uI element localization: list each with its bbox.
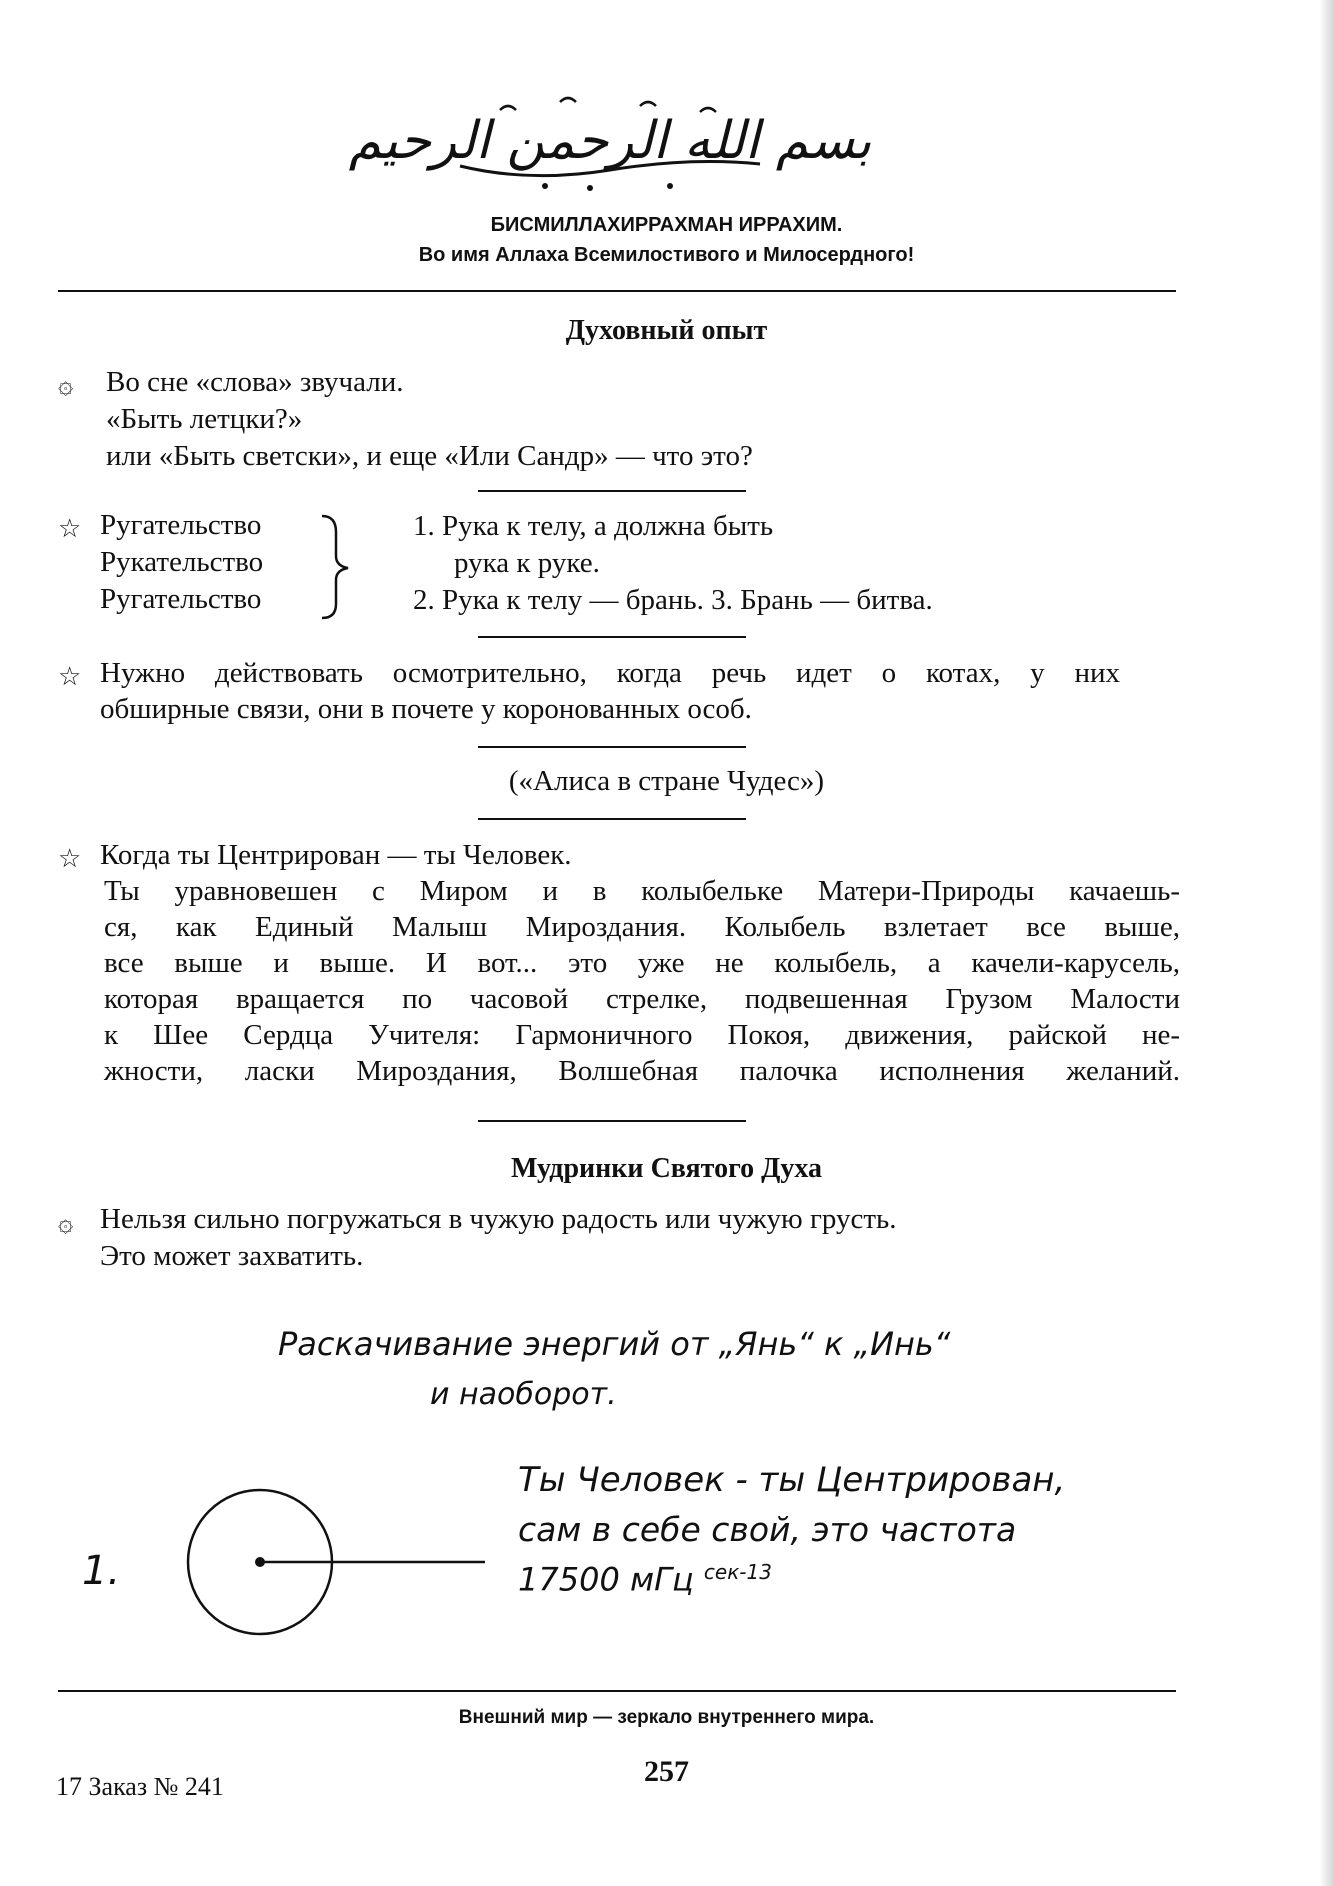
paragraph-line: Ты уравновешен с Миром и в колыбельке Матери-Природы качаешь- <box>104 875 1180 907</box>
section-divider <box>478 1120 746 1122</box>
header-title: БИСМИЛЛАХИРРАХМАН ИРРАХИМ. <box>490 214 843 236</box>
text-line: Это может захватить. <box>100 1240 364 1272</box>
header-subtitle: Во имя Аллаха Всемилостивого и Милосердного! <box>418 244 915 266</box>
text-line: обширные связи, они в почете у коронованных особ. <box>100 693 752 725</box>
footer-divider <box>58 1690 1176 1692</box>
text-line: Во сне «слова» звучали. <box>106 366 404 398</box>
handwritten-frequency: 17500 мГц <box>518 1560 694 1599</box>
circle-diagram <box>180 1480 500 1640</box>
text-line: 1. Рука к телу, а должна быть <box>413 510 774 542</box>
section-title: Духовный опыт <box>565 315 768 346</box>
section-title: Мудринки Святого Духа <box>511 1153 822 1184</box>
text-line: Когда ты Центрирован — ты Человек. <box>100 839 572 871</box>
citation: («Алиса в стране Чудес») <box>508 765 825 797</box>
header-divider <box>58 290 1176 292</box>
handwritten-note: Раскачивание энергий от „Янь“ к „Инь“ <box>278 1325 951 1363</box>
star-icon: ☆ <box>58 844 82 873</box>
ornament-icon: ۞ <box>58 1208 74 1237</box>
handwritten-number: 1. <box>82 1548 121 1594</box>
text-line: Нужно действовать осмотрительно, когда речь идет о котах, у них <box>100 657 1120 689</box>
paragraph-line: все выше и выше. И вот... это уже не колыбель, а качели-карусель, <box>104 947 1180 979</box>
section-divider <box>478 746 746 748</box>
paragraph-line: ся, как Единый Малыш Мироздания. Колыбель взлетает все выше, <box>104 911 1180 943</box>
ornament-icon: ۞ <box>58 370 74 399</box>
word-item: Рукательство <box>100 546 264 578</box>
bismillah-arabic-text: بسم الله الرحمن الرحيم <box>348 111 872 171</box>
section-divider <box>478 818 746 820</box>
page-edge-shadow <box>1319 0 1333 1886</box>
handwritten-note: сам в себе свой, это частота <box>518 1510 1017 1549</box>
handwritten-note <box>518 1560 772 1599</box>
handwritten-note: и наоборот. <box>430 1377 617 1412</box>
paragraph-line: к Шее Сердца Учителя: Гармоничного Покоя, движения, райской не- <box>104 1019 1180 1051</box>
word-item: Ругательство <box>100 509 262 541</box>
curly-brace <box>316 512 356 622</box>
text-line: Нельзя сильно погружаться в чужую радость или чужую грусть. <box>100 1203 897 1235</box>
star-icon: ☆ <box>58 514 82 543</box>
star-icon: ☆ <box>58 662 82 691</box>
word-item: Ругательство <box>100 583 262 615</box>
handwritten-unit: сек-13 <box>703 1560 772 1584</box>
paragraph-line: жности, ласки Мироздания, Волшебная палочка исполнения желаний. <box>104 1055 1180 1087</box>
text-line: рука к руке. <box>454 547 600 579</box>
page-number: 257 <box>644 1755 689 1788</box>
paragraph-line: которая вращается по часовой стрелке, подвешенная Грузом Малости <box>104 983 1180 1015</box>
text-line: или «Быть светски», и еще «Или Сандр» — что это? <box>106 440 753 472</box>
section-divider <box>478 636 746 638</box>
text-line: 2. Рука к телу — брань. 3. Брань — битва. <box>413 584 933 616</box>
bismillah-calligraphy <box>348 88 872 198</box>
handwritten-note: Ты Человек - ты Центрирован, <box>518 1460 1066 1500</box>
footer-motto: Внешний мир — зеркало внутреннего мира. <box>458 1707 875 1728</box>
print-order-mark: 17 Заказ № 241 <box>56 1772 224 1801</box>
text-line: «Быть летцки?» <box>106 403 303 435</box>
section-divider <box>478 490 746 492</box>
